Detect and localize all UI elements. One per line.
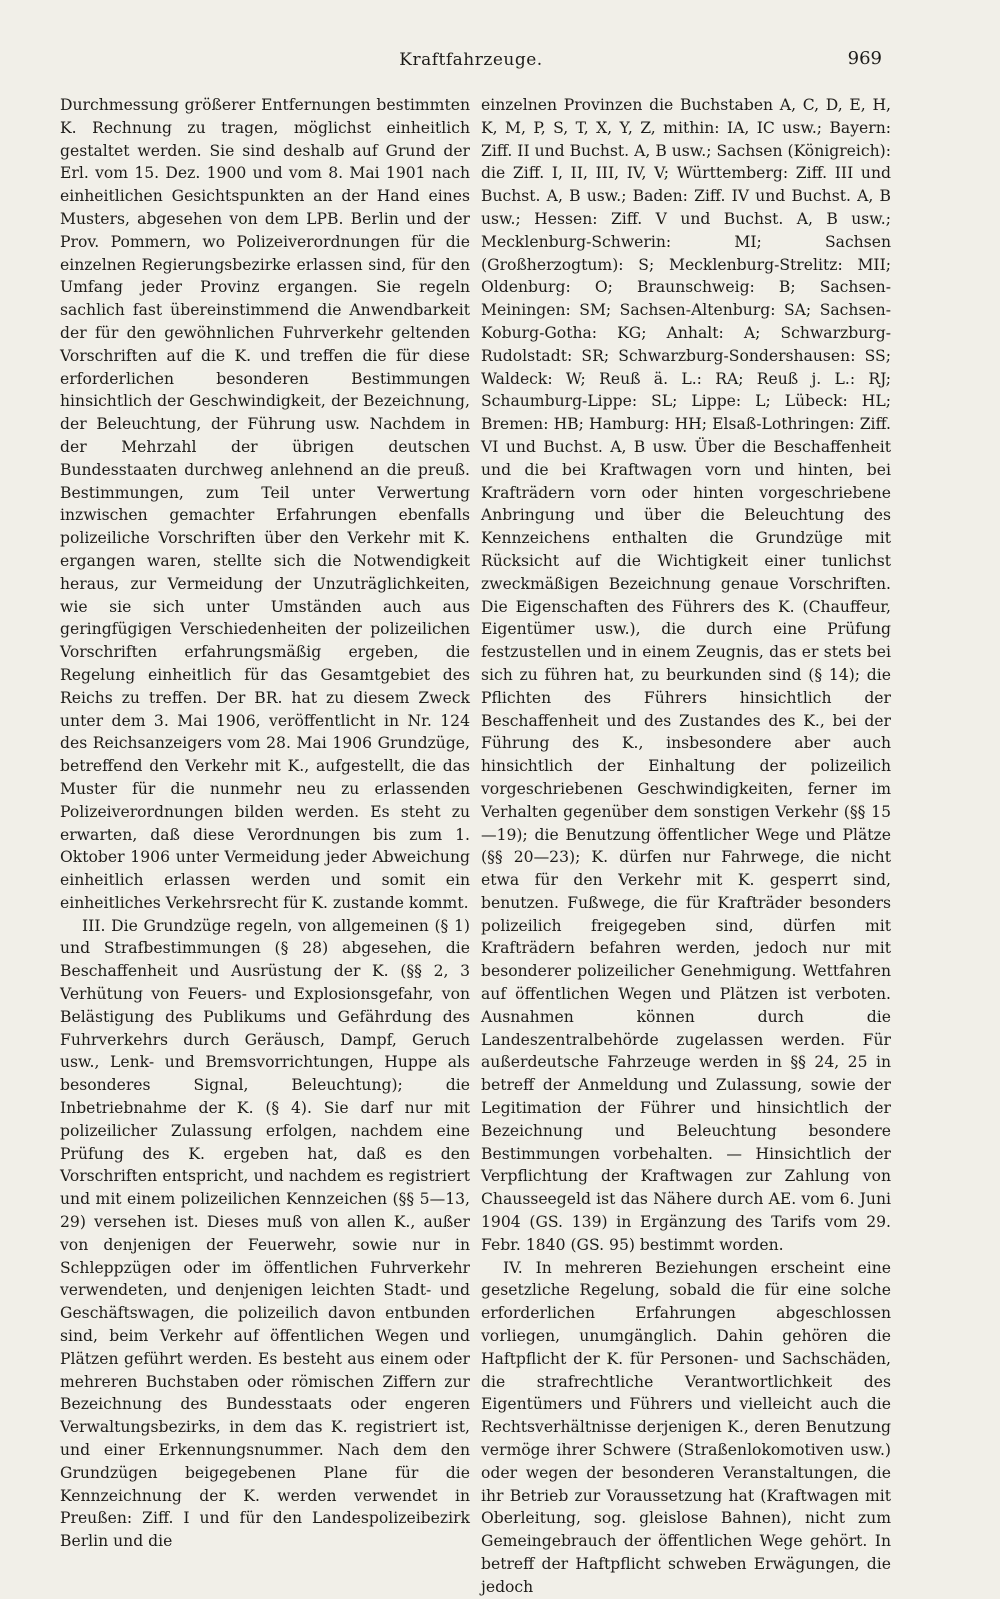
left-column: [60, 94, 470, 1553]
paragraph: einzelnen Provinzen die Buchstaben A, C, D, E, H, K, M, P, S, T, X, Y, Z, mithin: IA, IC usw.; Bayern: Ziff. II und Buchst. A, B usw.; Sachsen (Königreich): die Ziff. I, II, III, IV, V; Württemberg: Ziff. III und Buchst. A, B usw.; Baden: Ziff. IV und Buchst. A, B usw.; Hessen: Ziff. V und Buchst. A, B usw.; Mecklenburg-Schwerin: MI; Sachsen (Großherzogtum): S; Mecklenburg-Strelitz: MII; Oldenburg: O; Braunschweig: B; Sachsen-Meiningen: SM; Sachsen-Altenburg: SA; Sachsen-Koburg-Gotha: KG; Anhalt: A; Schwarzburg-Rudolstadt: SR; Schwarzburg-Sondershausen: SS; Waldeck: W; Reuß ä. L.: RA; Reuß j. L.: RJ; Schaumburg-Lippe: SL; Lippe: L; Lübeck: HL; Bremen: HB; Hamburg: HH; Elsaß-Lothringen: Ziff. VI und Buchst. A, B usw. Über die Beschaffenheit und die bei Kraftwagen vorn und hinten, bei Krafträdern vorn oder hinten vorgeschriebene Anbringung und über die Beleuchtung des Kennzeichens enthalten die Grundzüge mit Rücksicht auf die Wichtigkeit einer tunlichst zweckmäßigen Bezeichnung genaue Vorschriften. Die Eigenschaften des Führers des K. (Chauffeur, Eigentümer usw.), die durch eine Prüfung festzustellen und in einem Zeugnis, das er stets bei sich zu führen hat, zu beurkunden sind (§ 14); die Pflichten des Führers hinsichtlich der Beschaffenheit und des Zustandes des K., bei der Führung des K., insbesondere aber auch hinsichtlich der Einhaltung der polizeilich vorgeschriebenen Geschwindigkeiten, ferner im Verhalten gegenüber dem sonstigen Verkehr (§§ 15—19); die Benutzung öffentlicher Wege und Plätze (§§ 20—23); K. dürfen nur Fahrwege, die nicht etwa für den Verkehr mit K. gesperrt sind, benutzen. Fußwege, die für Krafträder besonders polizeilich freigegeben sind, dürfen mit Krafträdern befahren werden, jedoch nur mit besonderer polizeilicher Genehmigung. Wettfahren auf öffentlichen Wegen und Plätzen ist verboten. Ausnahmen können durch die Landeszentralbehörde zugelassen werden. Für außerdeutsche Fahrzeuge werden in §§ 24, 25 in betreff der Anmeldung und Zulassung, sowie der Legitimation der Führer und hinsichtlich der Bezeichnung und Beleuchtung besondere Bestimmungen vorbehalten. — Hinsichtlich der Verpflichtung der Kraftwagen zur Zahlung von Chausseegeld ist das Nähere durch AE. vom 6. Juni 1904 (GS. 139) in Ergänzung des Tarifs vom 29. Febr. 1840 (GS. 95) bestimmt worden.: [481, 96, 891, 1254]
paragraph: Durchmessung größerer Entfernungen bestimmten K. Rechnung zu tragen, möglichst einheitlich gestaltet werden. Sie sind deshalb auf Grund der Erl. vom 15. Dez. 1900 und vom 8. Mai 1901 nach einheitlichen Gesichtspunkten an der Hand eines Musters, abgesehen von dem LPB. Berlin und der Prov. Pommern, wo Polizeiverordnungen für die einzelnen Regierungsbezirke erlassen sind, für den Umfang jeder Provinz ergangen. Sie regeln sachlich fast übereinstimmend die Anwendbarkeit der für den gewöhnlichen Fuhrverkehr geltenden Vorschriften auf die K. und treffen die für diese erforderlichen besonderen Bestimmungen hinsichtlich der Geschwindigkeit, der Bezeichnung, der Beleuchtung, der Führung usw. Nachdem in der Mehrzahl der übrigen deutschen Bundesstaaten durchweg anlehnend an die preuß. Bestimmungen, zum Teil unter Verwertung inzwischen gemachter Erfahrungen ebenfalls polizeiliche Vorschriften über den Verkehr mit K. ergangen waren, stellte sich die Notwendigkeit heraus, zur Vermeidung der Unzuträglichkeiten, wie sie sich unter Umständen auch aus geringfügigen Verschiedenheiten der polizeilichen Vorschriften erfahrungsmäßig ergeben, die Regelung einheitlich für das Gesamtgebiet des Reichs zu treffen. Der BR. hat zu diesem Zweck unter dem 3. Mai 1906, veröffentlicht in Nr. 124 des Reichsanzeigers vom 28. Mai 1906 Grundzüge, betreffend den Verkehr mit K., aufgestellt, die das Muster für die nunmehr neu zu erlassenden Polizeiverordnungen bilden werden. Es steht zu erwarten, daß diese Verordnungen bis zum 1. Oktober 1906 unter Vermeidung jeder Abweichung einheitlich erlassen werden und somit ein einheitliches Verkehrsrecht für K. zustande kommt.: [60, 96, 470, 912]
right-column: [481, 94, 891, 1599]
page-header: [60, 46, 882, 76]
paragraph: III. Die Grundzüge regeln, von allgemeinen (§ 1) und Strafbestimmungen (§ 28) abgesehen, die Beschaffenheit und Ausrüstung der K. (§§ 2, 3 Verhütung von Feuers- und Explosionsgefahr, von Belästigung des Publikums und Gefährdung des Fuhrverkehrs durch Geräusch, Dampf, Geruch usw., Lenk- und Bremsvorrichtungen, Huppe als besonderes Signal, Beleuchtung); die Inbetriebnahme der K. (§ 4). Sie darf nur mit polizeilicher Zulassung erfolgen, nachdem eine Prüfung des K. ergeben hat, daß es den Vorschriften entspricht, und nachdem es registriert und mit einem polizeilichen Kennzeichen (§§ 5—13, 29) versehen ist. Dieses muß von allen K., außer von denjenigen der Feuerwehr, sowie nur in Schleppzügen oder im öffentlichen Fuhrverkehr verwendeten, und denjenigen leichten Stadt- und Geschäftswagen, die polizeilich davon entbunden sind, beim Verkehr auf öffentlichen Wegen und Plätzen geführt werden. Es besteht aus einem oder mehreren Buchstaben oder römischen Ziffern zur Bezeichnung des Bundesstaats oder engeren Verwaltungsbezirks, in dem das K. registriert ist, und einer Erkennungsnummer. Nach dem den Grundzügen beigegebenen Plane für die Kennzeichnung der K. werden verwendet in Preußen: Ziff. I und für den Landespolizeibezirk Berlin und die: [60, 916, 470, 1551]
running-head: Kraftfahrzeuge.: [399, 50, 543, 70]
page-number: 969: [847, 48, 882, 69]
paragraph: IV. In mehreren Beziehungen erscheint eine gesetzliche Regelung, sobald die für eine solche erforderlichen Erfahrungen abgeschlossen vorliegen, unumgänglich. Dahin gehören die Haftpflicht der K. für Personen- und Sachschäden, die strafrechtliche Verantwortlichkeit des Eigentümers und Führers und vielleicht auch die Rechtsverhältnisse derjenigen K., deren Benutzung vermöge ihrer Schwere (Straßenlokomotiven usw.) oder wegen der besonderen Veranstaltungen, die ihr Betrieb zur Voraussetzung hat (Kraftwagen mit Oberleitung, sog. gleislose Bahnen), nicht zum Gemeingebrauch der öffentlichen Wege gehört. In betreff der Haftpflicht schweben Erwägungen, die jedoch: [481, 1258, 891, 1596]
